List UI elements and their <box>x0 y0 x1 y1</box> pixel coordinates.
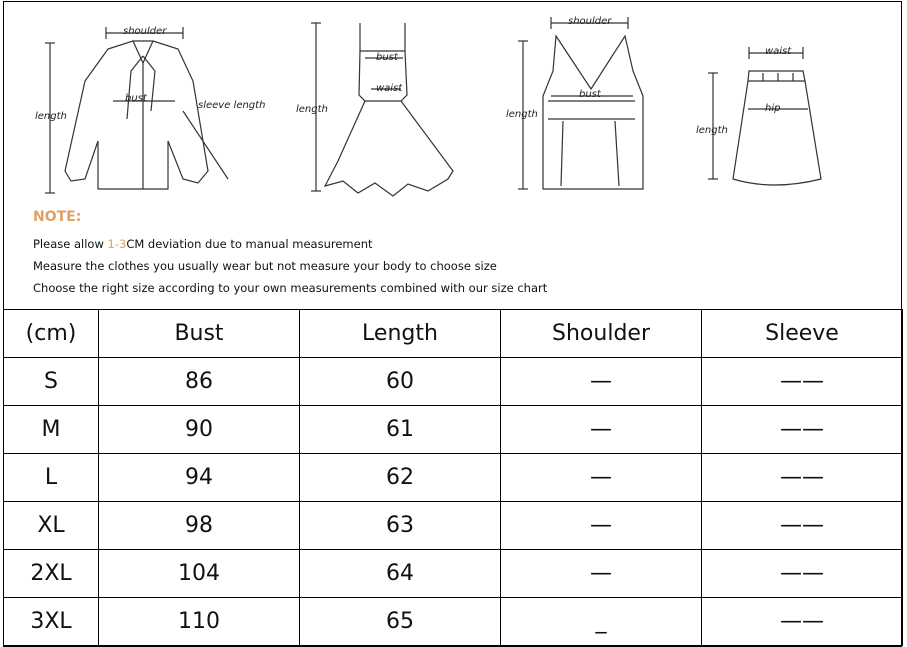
sleeve-cell: —— <box>702 406 903 454</box>
length-cell: 65 <box>300 598 501 646</box>
top-bust-label: bust <box>579 89 601 100</box>
sleeve-cell: —— <box>702 502 903 550</box>
dress-length-label: length <box>296 104 328 115</box>
size-cell: M <box>4 406 99 454</box>
shoulder-cell: — <box>501 454 702 502</box>
header-bust: Bust <box>99 310 300 358</box>
bust-cell: 104 <box>99 550 300 598</box>
skirt-length-label: length <box>696 125 728 136</box>
size-cell: XL <box>4 502 99 550</box>
length-cell: 64 <box>300 550 501 598</box>
length-cell: 62 <box>300 454 501 502</box>
shoulder-cell: _ <box>501 598 702 646</box>
dress-bust-label: bust <box>376 52 398 63</box>
shirt-length-label: length <box>35 111 67 122</box>
shirt-sleeve-label: sleeve length <box>198 100 266 111</box>
note-deviation-value: 1-3 <box>107 237 127 251</box>
shirt-bust-label: bust <box>125 93 147 104</box>
top-shoulder-label: shoulder <box>568 16 612 27</box>
header-shoulder: Shoulder <box>501 310 702 358</box>
note-line-1-end: CM deviation due to manual measurement <box>126 237 373 251</box>
skirt-waist-label: waist <box>765 46 792 57</box>
dress-drawing <box>311 23 453 196</box>
shoulder-cell: — <box>501 502 702 550</box>
bust-cell: 110 <box>99 598 300 646</box>
sleeve-cell: —— <box>702 454 903 502</box>
bust-cell: 90 <box>99 406 300 454</box>
measurement-diagram <box>3 1 902 309</box>
table-row <box>4 358 903 406</box>
header-sleeve: Sleeve <box>702 310 903 358</box>
shirt-shoulder-label: shoulder <box>123 26 167 37</box>
bust-cell: 94 <box>99 454 300 502</box>
note-line-2: Measure the clothes you usually wear but not measure your body to choose size <box>33 259 497 273</box>
top-drawing <box>518 17 643 189</box>
table-row <box>4 598 903 646</box>
bust-cell: 98 <box>99 502 300 550</box>
table-header-row <box>4 310 903 358</box>
sleeve-cell: —— <box>702 550 903 598</box>
note-line-3: Choose the right size according to your own measurements combined with our size chart <box>33 281 548 295</box>
table-row <box>4 550 903 598</box>
size-cell: 2XL <box>4 550 99 598</box>
table-row <box>4 406 903 454</box>
note-line-1-start: Please allow <box>33 237 108 251</box>
sleeve-cell: —— <box>702 358 903 406</box>
sleeve-cell: —— <box>702 598 903 646</box>
skirt-hip-label: hip <box>765 103 781 114</box>
header-length: Length <box>300 310 501 358</box>
note-line-1 <box>33 237 373 251</box>
size-cell: L <box>4 454 99 502</box>
note-title: NOTE: <box>33 209 82 225</box>
table-row <box>4 502 903 550</box>
length-cell: 60 <box>300 358 501 406</box>
table-row <box>4 454 903 502</box>
top-length-label: length <box>506 109 538 120</box>
size-cell: S <box>4 358 99 406</box>
size-cell: 3XL <box>4 598 99 646</box>
length-cell: 61 <box>300 406 501 454</box>
skirt-drawing <box>708 47 821 185</box>
shoulder-cell: — <box>501 406 702 454</box>
shoulder-cell: — <box>501 358 702 406</box>
header-unit: (cm) <box>4 310 99 358</box>
bust-cell: 86 <box>99 358 300 406</box>
length-cell: 63 <box>300 502 501 550</box>
size-table <box>3 309 903 646</box>
shoulder-cell: — <box>501 550 702 598</box>
dress-waist-label: waist <box>376 83 403 94</box>
